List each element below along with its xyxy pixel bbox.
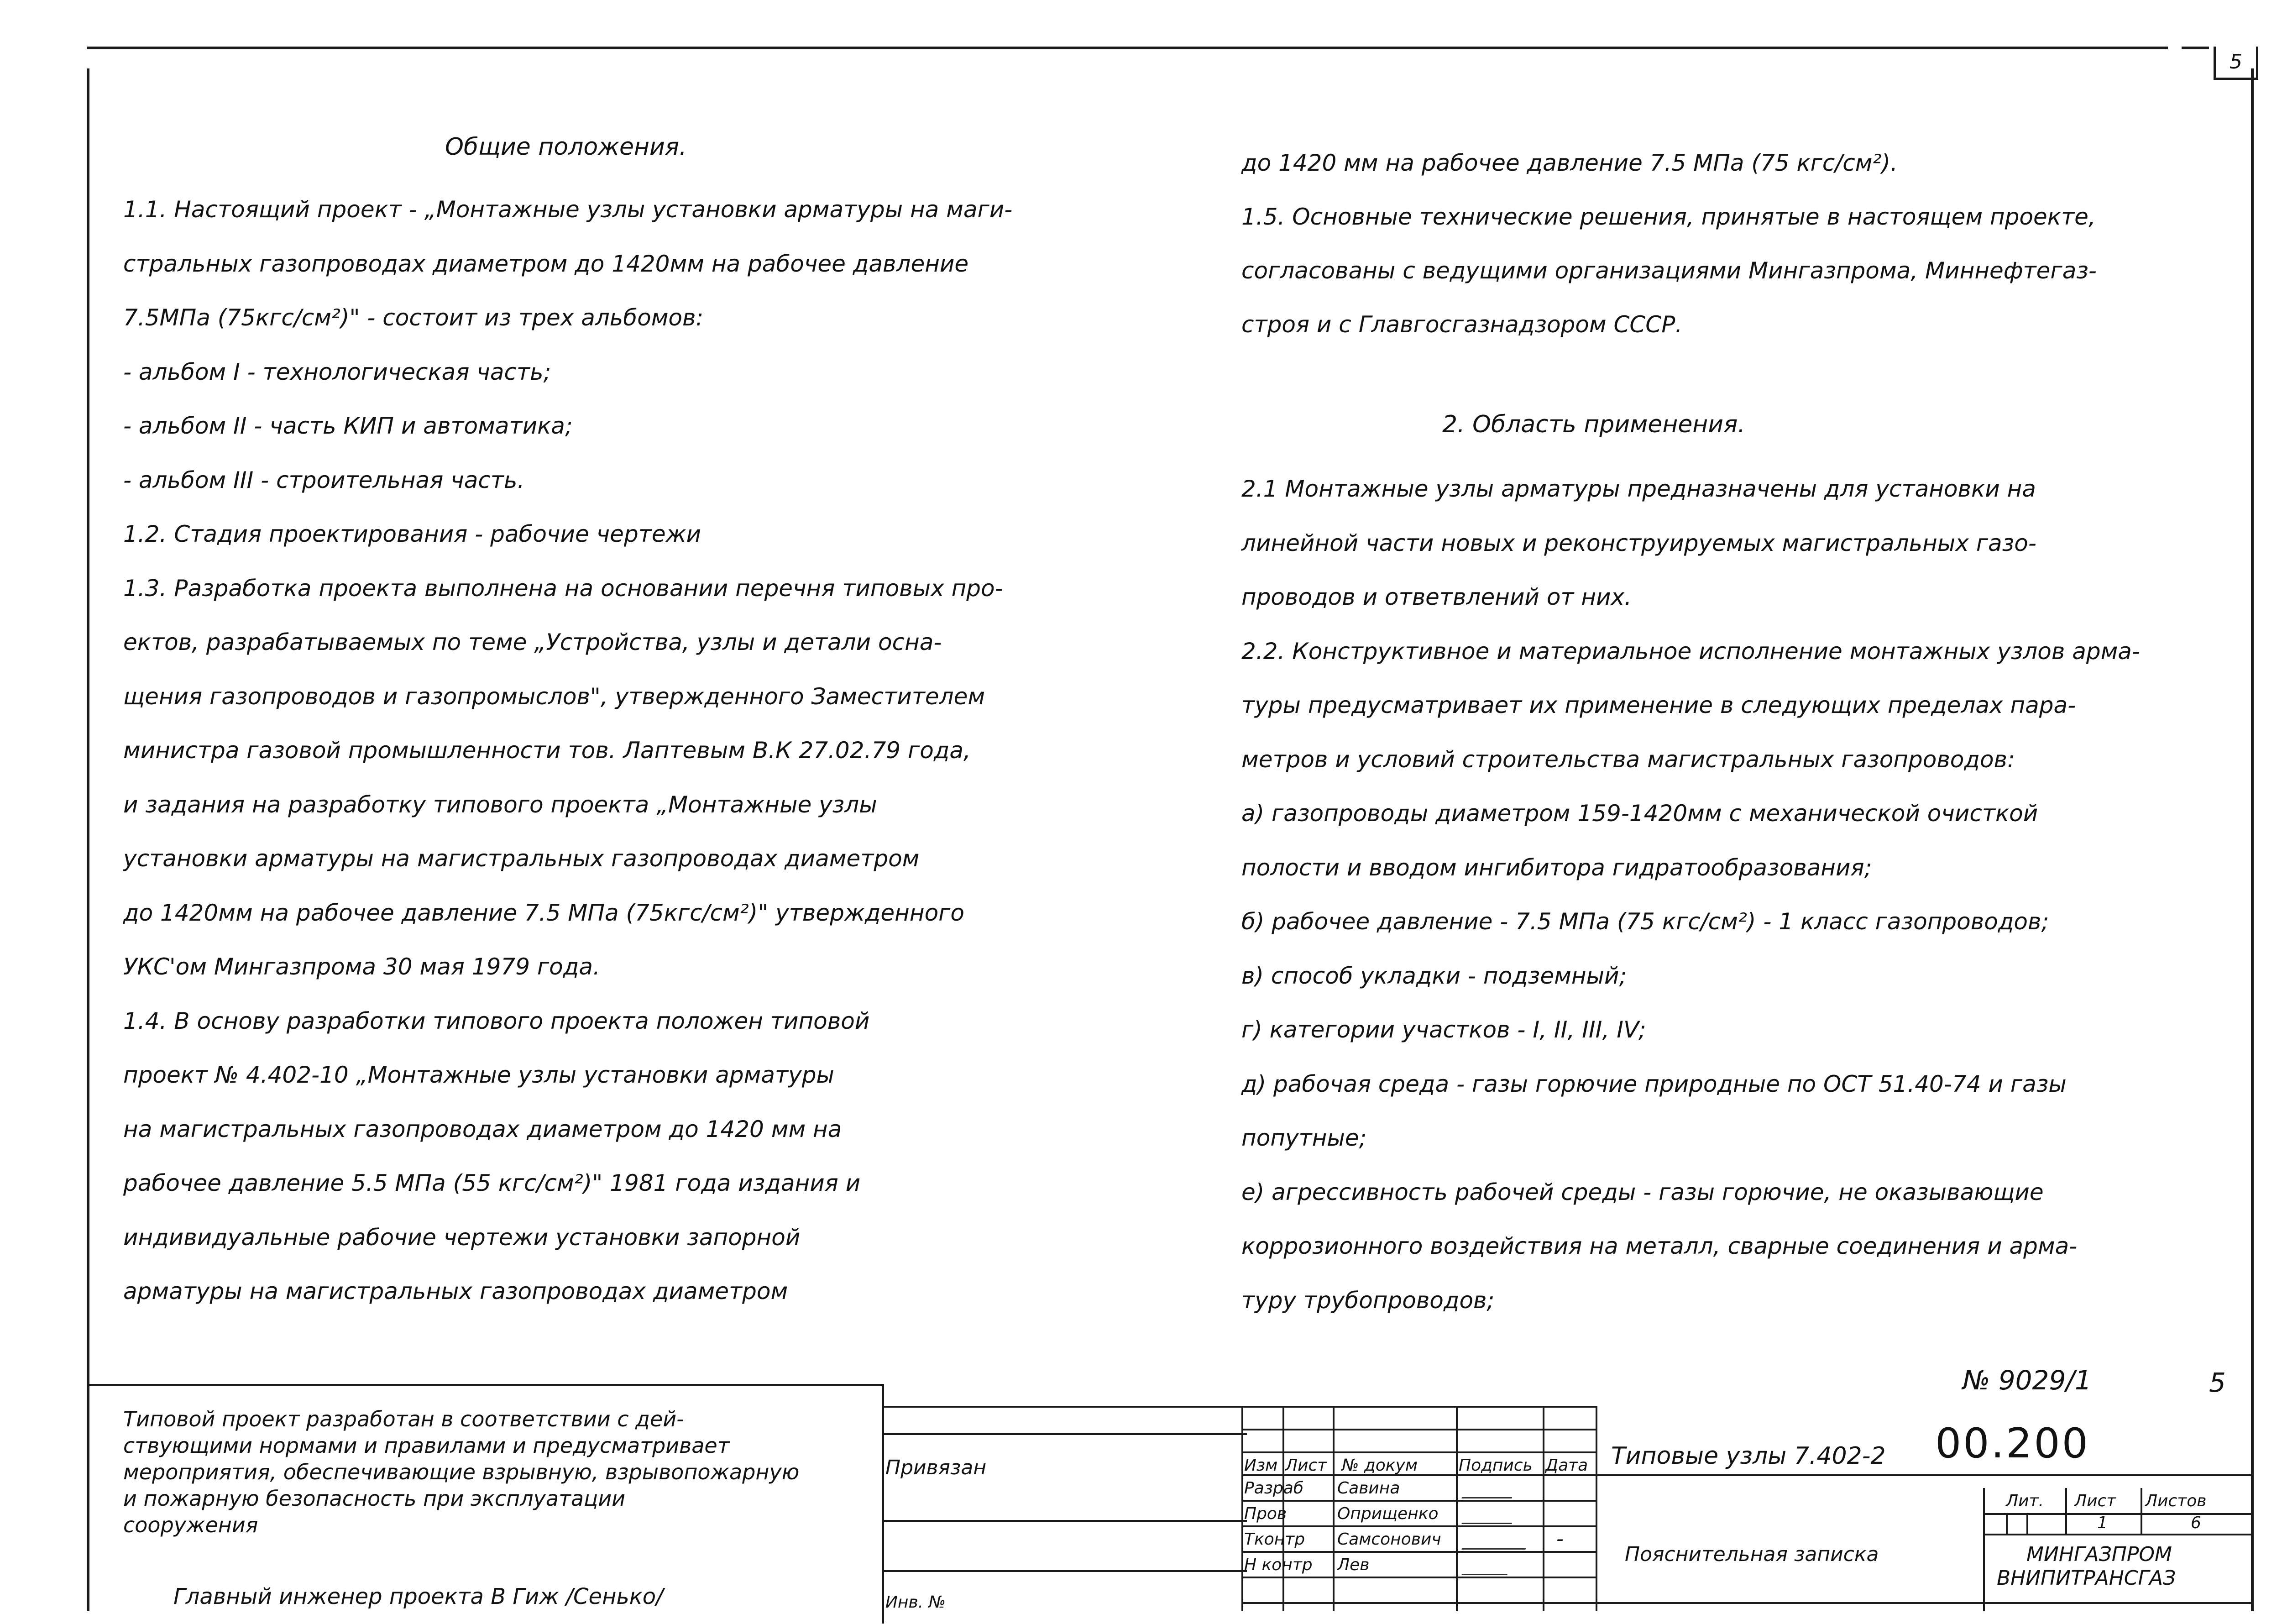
listov-label: Листов <box>2145 1492 2207 1510</box>
list-value: 1 <box>2097 1514 2108 1532</box>
frame-top-line <box>87 47 2168 49</box>
text-line: метров и условий строительства магистральных газопроводов: <box>1241 746 2015 773</box>
text-line: 1.1. Настоящий проект - „Монтажные узлы установки арматуры на маги- <box>123 196 1013 223</box>
text-line: 1.5. Основные технические решения, принятые в настоящем проекте, <box>1241 204 2096 230</box>
row-name: Самсонович <box>1337 1530 1441 1549</box>
right-column-top <box>1241 136 2236 351</box>
note-line: и пожарную безопасность при эксплуатации <box>123 1486 626 1511</box>
text-line: УКС'ом Мингазпрома 30 мая 1979 года. <box>123 953 600 980</box>
page-number: 5 <box>2214 47 2258 80</box>
tb-line <box>1596 1406 1597 1611</box>
text-line: щения газопроводов и газопромыслов", утвержденного Заместителем <box>123 683 985 710</box>
chief-engineer-line: Главный инженер проекта В Гиж /Сенько/ <box>173 1584 664 1609</box>
text-line: строя и с Главгосгазнадзором СССР. <box>1241 311 1683 338</box>
text-line: 1.3. Разработка проекта выполнена на основании перечня типовых про- <box>123 575 1003 602</box>
text-line: - альбом I - технологическая часть; <box>123 358 551 385</box>
text-line: рабочее давление 5.5 МПа (55 кгс/см²)" 1981 года издания и <box>123 1170 861 1196</box>
tb-line <box>882 1570 1247 1572</box>
signature-mark <box>1461 1479 1519 1498</box>
text-line: - альбом II - часть КИП и автоматика; <box>123 413 573 439</box>
text-line: г) категории участков - I, II, III, IV; <box>1241 1016 1646 1043</box>
text-line: на магистральных газопроводах диаметром до 1420 мм на <box>123 1116 842 1142</box>
sheet-corner-number: 5 <box>2209 1367 2226 1398</box>
text-line: ектов, разрабатываемых по теме „Устройства, узлы и детали осна- <box>123 629 942 655</box>
row-name: Оприщенко <box>1337 1504 1439 1523</box>
tb-line <box>1543 1406 1544 1611</box>
text-line: проводов и ответвлений от них. <box>1241 584 1632 610</box>
text-line: 1.4. В основу разработки типового проекта положен типовой <box>123 1007 870 1034</box>
text-line: туры предусматривает их применение в следующих пределах пара- <box>1241 692 2076 718</box>
text-line: министра газовой промышленности тов. Лаптевым В.К 27.02.79 года, <box>123 737 971 764</box>
tb-line <box>2026 1513 2028 1534</box>
text-line: 2.1 Монтажные узлы арматуры предназначены для установки на <box>1241 476 2036 502</box>
text-line: до 1420мм на рабочее давление 7.5 МПа (75кгс/см²)" утвержденного <box>123 899 965 926</box>
text-line: линейной части новых и реконструируемых магистральных газо- <box>1241 529 2036 556</box>
header-izm: Изм <box>1244 1456 1278 1475</box>
date-dash: - <box>1556 1527 1564 1551</box>
privyazan-label: Привязан <box>885 1456 987 1479</box>
text-line: коррозионного воздействия на металл, сварные соединения и арма- <box>1241 1233 2078 1259</box>
frame-left-line <box>87 68 89 1611</box>
doc-code: 00.200 <box>1935 1420 2090 1467</box>
row-role: Разраб <box>1244 1479 1304 1498</box>
text-line: и задания на разработку типового проекта „Монтажные узлы <box>123 791 877 818</box>
text-line: арматуры на магистральных газопроводах диаметром <box>123 1278 788 1304</box>
header-list: Лист <box>1285 1456 1327 1475</box>
text-line: полости и вводом ингибитора гидратообразования; <box>1241 854 1872 881</box>
signature-mark <box>1461 1556 1514 1575</box>
org-ministry: МИНГАЗПРОМ <box>2026 1543 2172 1566</box>
text-line: стральных газопроводах диаметром до 1420мм на рабочее давление <box>123 250 969 277</box>
text-line: б) рабочее давление - 7.5 МПа (75 кгс/см²) - 1 класс газопроводов; <box>1241 908 2049 935</box>
header-date: Дата <box>1545 1456 1588 1475</box>
tb-line <box>1333 1406 1335 1611</box>
text-line: 7.5МПа (75кгс/см²)" - состоит из трех альбомов: <box>123 304 704 331</box>
tb-line <box>882 1520 1247 1522</box>
row-role: Тконтр <box>1244 1530 1305 1549</box>
frame-right-line <box>2251 68 2254 1611</box>
text-line: установки арматуры на магистральных газопроводах диаметром <box>123 845 920 872</box>
text-line: - альбом III - строительная часть. <box>123 466 525 493</box>
signature-mark <box>1461 1530 1533 1550</box>
text-line: проект № 4.402-10 „Монтажные узлы установки арматуры <box>123 1062 834 1088</box>
header-doc-no: № докум <box>1342 1456 1418 1475</box>
text-line: 1.2. Стадия проектирования - рабочие чертежи <box>123 521 701 547</box>
text-line: 2.2. Конструктивное и материальное исполнение монтажных узлов арма- <box>1241 638 2140 665</box>
tb-line <box>882 1406 1247 1408</box>
text-line: а) газопроводы диаметром 159-1420мм с механической очисткой <box>1241 800 2038 827</box>
text-line: е) агрессивность рабочей среды - газы горючие, не оказывающие <box>1241 1179 2044 1205</box>
tb-line <box>1241 1602 2252 1604</box>
tb-line <box>1983 1488 1985 1611</box>
lit-label: Лит. <box>2006 1492 2044 1510</box>
text-line: туру трубопроводов; <box>1241 1287 1495 1314</box>
right-column-bottom <box>1241 462 2236 1327</box>
note-line: Типовой проект разработан в соответствии с дей- <box>123 1407 684 1431</box>
header-signature: Подпись <box>1459 1456 1533 1475</box>
org-institute: ВНИПИТРАНСГАЗ <box>1997 1566 2176 1590</box>
row-name: Лев <box>1337 1556 1370 1574</box>
tb-line <box>2065 1488 2067 1534</box>
tb-line <box>1456 1406 1458 1611</box>
list-label: Лист <box>2074 1492 2116 1510</box>
row-role: Пров <box>1244 1504 1287 1523</box>
text-line: до 1420 мм на рабочее давление 7.5 МПа (75 кгс/см²). <box>1241 150 1898 176</box>
signature-mark <box>1461 1504 1519 1524</box>
frame-top-dash <box>2182 47 2209 49</box>
text-line: согласованы с ведущими организациями Мингазпрома, Миннефтегаз- <box>1241 257 2097 284</box>
tb-line <box>1983 1513 2252 1515</box>
note-line: ствующими нормами и правилами и предусматривает <box>123 1433 730 1458</box>
text-line: попутные; <box>1241 1125 1367 1151</box>
text-line: индивидуальные рабочие чертежи установки запорной <box>123 1224 801 1251</box>
listov-value: 6 <box>2191 1514 2201 1532</box>
note-text <box>123 1406 872 1538</box>
text-line: в) способ укладки - подземный; <box>1241 962 1627 989</box>
row-role: Н контр <box>1244 1556 1313 1574</box>
tb-line <box>2006 1513 2008 1534</box>
archive-number: № 9029/1 <box>1963 1365 2092 1396</box>
scope-heading: 2. Область применения. <box>1442 411 1745 438</box>
general-heading: Общие положения. <box>445 133 687 161</box>
tb-line <box>2141 1488 2142 1534</box>
row-name: Савина <box>1337 1479 1400 1498</box>
note-line: мероприятия, обеспечивающие взрывную, взрывопожарную <box>123 1460 800 1484</box>
left-column <box>123 183 1164 1319</box>
text-line: д) рабочая среда - газы горючие природные по ОСТ 51.40-74 и газы <box>1241 1070 2067 1097</box>
tb-line <box>1241 1406 1243 1611</box>
tb-line <box>1983 1534 2252 1535</box>
tb-line <box>882 1433 1247 1435</box>
note-line: сооружения <box>123 1513 258 1537</box>
inv-label: Инв. № <box>885 1593 946 1612</box>
series-label: Типовые узлы 7.402-2 <box>1611 1442 1886 1470</box>
doc-title: Пояснительная записка <box>1625 1543 1879 1566</box>
